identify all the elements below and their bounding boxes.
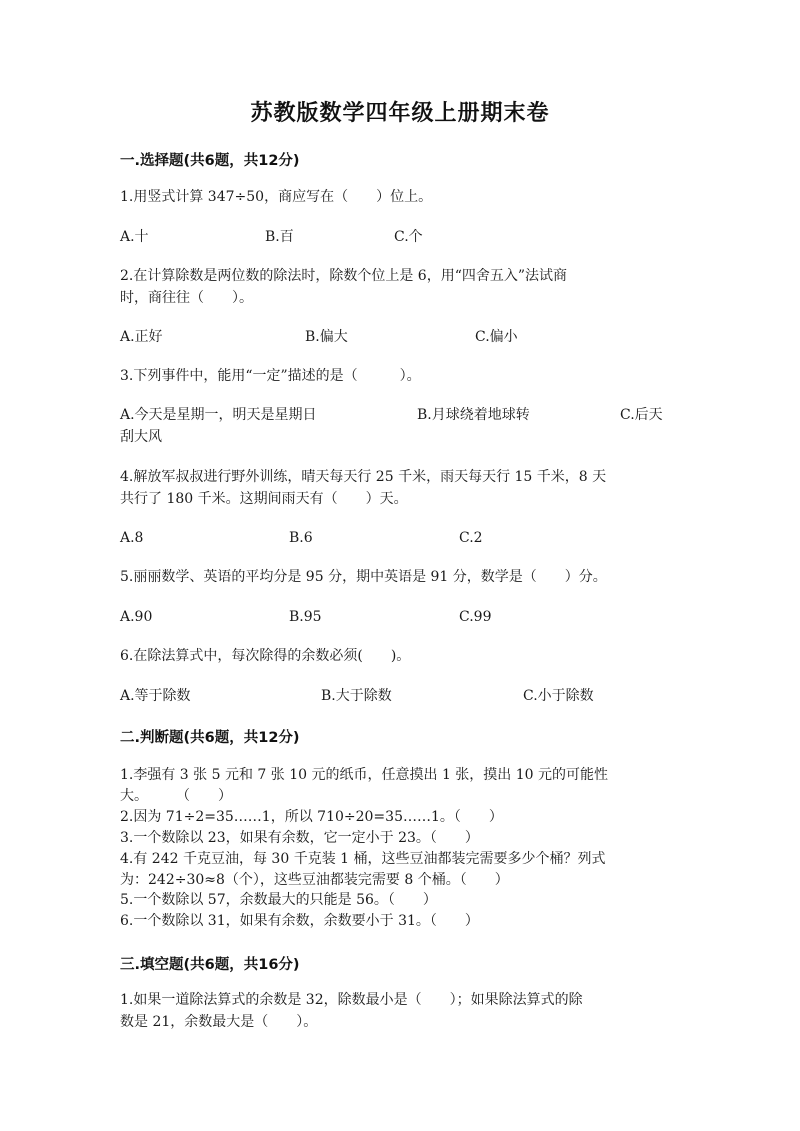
question-3-option-a: A.今天是星期一，明天是星期日 xyxy=(120,407,317,423)
question-1-option-b: B.百 xyxy=(265,229,294,245)
question-3-option-b: B.月球绕着地球转 xyxy=(417,407,530,423)
question-1-text: 1.用竖式计算 347÷50，商应写在（ ）位上。 xyxy=(120,189,433,205)
judgement-line: 1.李强有 3 张 5 元和 7 张 10 元的纸币，任意摸出 1 张，摸出 10 元的可能性 xyxy=(120,767,609,783)
judgement-line: 4.有 242 千克豆油，每 30 千克装 1 桶，这些豆油都装完需要多少个桶？列式 xyxy=(120,851,606,867)
question-3-text: 3.下列事件中，能用“一定”描述的是（ ）。 xyxy=(120,368,421,384)
page-title: 苏教版数学四年级上册期末卷 xyxy=(250,101,550,126)
question-4-line2: 共行了 180 千米。这期间雨天有（ ）天。 xyxy=(120,491,408,507)
question-3-option-c: C.后天 xyxy=(620,407,663,423)
question-4-option-b: B.6 xyxy=(289,530,313,546)
judgement-line: 大。 （ ） xyxy=(120,788,232,804)
section2-heading: 二.判断题(共6题，共12分) xyxy=(120,730,300,746)
question-2-line1: 2.在计算除数是两位数的除法时，除数个位上是 6，用“四舍五入”法试商 xyxy=(120,268,568,284)
judgement-line: 6.一个数除以 31，如果有余数，余数要小于 31。（ ） xyxy=(120,913,479,929)
judgement-line: 为：242÷30≈8（个），这些豆油都装完需要 8 个桶。（ ） xyxy=(120,872,509,888)
question-4-option-a: A.8 xyxy=(120,530,144,546)
judgement-line: 3.一个数除以 23，如果有余数，它一定小于 23。（ ） xyxy=(120,830,479,846)
question-2-option-a: A.正好 xyxy=(120,329,163,345)
question-6-option-c: C.小于除数 xyxy=(523,688,594,704)
question-5-option-a: A.90 xyxy=(120,609,153,625)
question-5-option-b: B.95 xyxy=(289,609,322,625)
question-2-option-b: B.偏大 xyxy=(305,329,348,345)
section1-heading: 一.选择题(共6题，共12分) xyxy=(120,153,300,169)
question-3-option-c-continued: 刮大风 xyxy=(120,429,162,445)
judgement-line: 2.因为 71÷2=35……1，所以 710÷20=35……1。（ ） xyxy=(120,809,503,825)
fill-question-1-line2: 数是 21，余数最大是（ ）。 xyxy=(120,1014,318,1030)
fill-question-1-line1: 1.如果一道除法算式的余数是 32，除数最小是（ ）；如果除法算式的除 xyxy=(120,992,583,1008)
question-1-option-a: A.十 xyxy=(120,229,149,245)
section3-heading: 三.填空题(共6题，共16分) xyxy=(120,957,300,973)
question-5-text: 5.丽丽数学、英语的平均分是 95 分，期中英语是 91 分，数学是（ ）分。 xyxy=(120,569,607,585)
question-2-line2: 时，商往往（ ）。 xyxy=(120,290,253,306)
question-4-option-c: C.2 xyxy=(459,530,483,546)
question-6-text: 6.在除法算式中，每次除得的余数必须( )。 xyxy=(120,648,411,664)
question-1-option-c: C.个 xyxy=(394,229,423,245)
question-2-option-c: C.偏小 xyxy=(475,329,518,345)
judgement-line: 5.一个数除以 57，余数最大的只能是 56。（ ） xyxy=(120,892,437,908)
question-6-option-a: A.等于除数 xyxy=(120,688,191,704)
question-5-option-c: C.99 xyxy=(459,609,492,625)
question-4-line1: 4.解放军叔叔进行野外训练，晴天每天行 25 千米，雨天每天行 15 千米，8 天 xyxy=(120,469,607,485)
question-6-option-b: B.大于除数 xyxy=(321,688,392,704)
